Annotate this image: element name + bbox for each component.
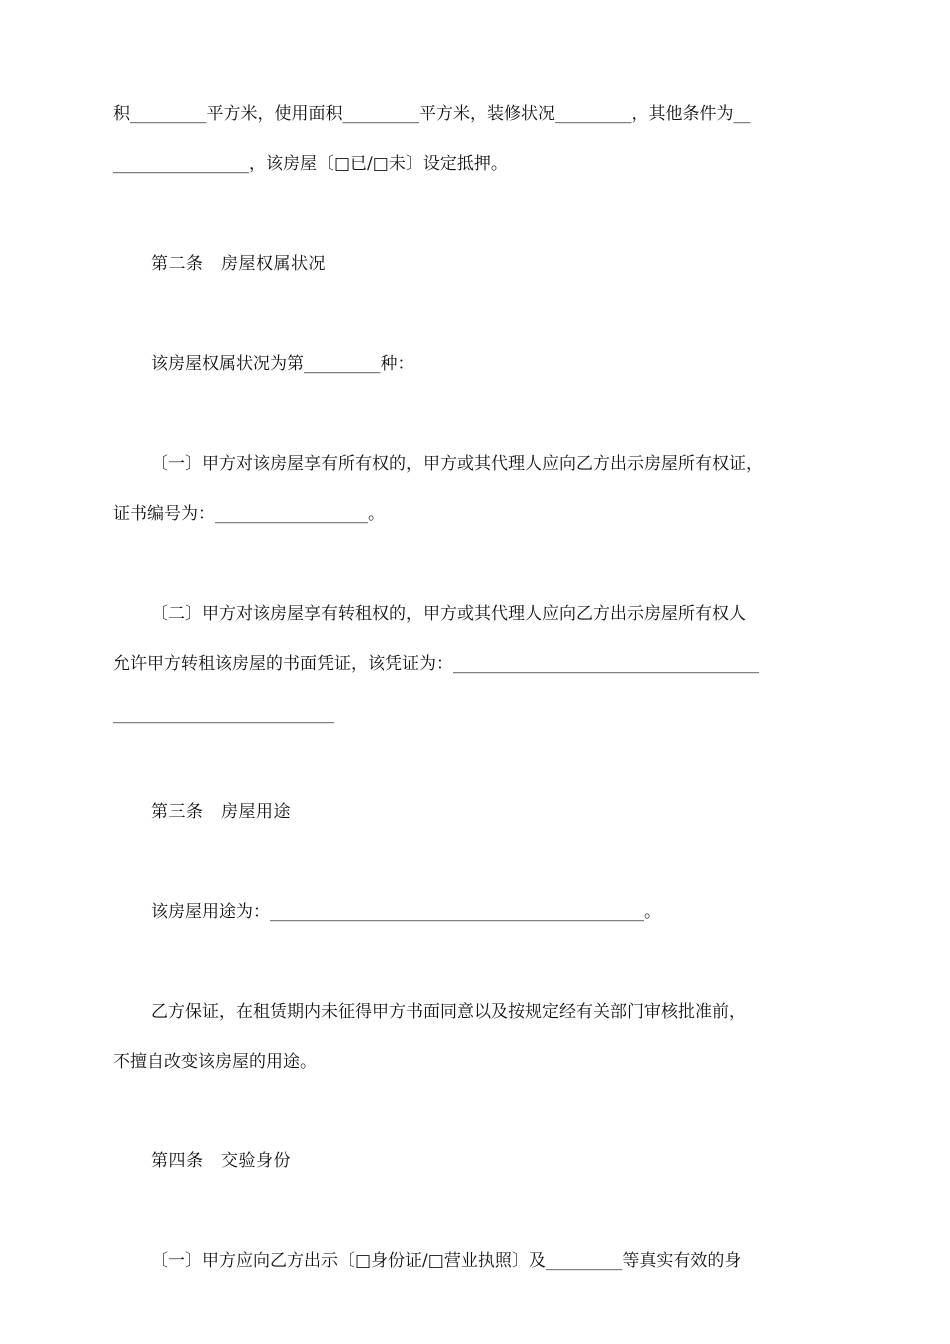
section-heading-text: 第三条 房屋用途 (151, 802, 291, 822)
paragraph-line (0, 897, 950, 927)
paragraph-line (0, 997, 950, 1027)
line-text: 乙方保证，在租赁期内未征得甲方书面同意以及按规定经有关部门审核批准前， (151, 1002, 746, 1022)
paragraph-line (0, 699, 950, 729)
paragraph-line (0, 149, 950, 179)
section-heading-text: 第四条 交验身份 (151, 1151, 291, 1171)
line-text: __________________________ (113, 704, 334, 724)
section-heading-text: 第二条 房屋权属状况 (151, 254, 326, 274)
paragraph-line (0, 599, 950, 629)
paragraph-line (0, 99, 950, 129)
paragraph-line (0, 1047, 950, 1077)
line-text: 〔一〕甲方应向乙方出示〔□身份证/□营业执照〕及_________等真实有效的身 (151, 1251, 742, 1271)
line-text: ________________，该房屋〔□已/□未〕设定抵押。 (113, 154, 508, 174)
line-text: 证书编号为：__________________。 (113, 504, 385, 524)
line-text: 〔二〕甲方对该房屋享有转租权的，甲方或其代理人应向乙方出示房屋所有权人 (151, 604, 746, 624)
paragraph-line (0, 649, 950, 679)
paragraph-line (0, 449, 950, 479)
paragraph-line (0, 499, 950, 529)
line-text: 允许甲方转租该房屋的书面凭证，该凭证为：____________________________________ (113, 654, 759, 674)
section-heading-4 (0, 1146, 950, 1176)
line-text: 不擅自改变该房屋的用途。 (113, 1052, 317, 1072)
section-heading-2 (0, 249, 950, 279)
line-text: 积_________平方米，使用面积_________平方米，装修状况_________，其他条件为__ (113, 104, 751, 124)
paragraph-line (0, 1246, 950, 1276)
line-text: 该房屋用途为：____________________________________________。 (151, 902, 661, 922)
paragraph-line (0, 349, 950, 379)
line-text: 〔一〕甲方对该房屋享有所有权的，甲方或其代理人应向乙方出示房屋所有权证， (151, 454, 763, 474)
section-heading-3 (0, 797, 950, 827)
line-text: 该房屋权属状况为第_________种： (151, 354, 415, 374)
